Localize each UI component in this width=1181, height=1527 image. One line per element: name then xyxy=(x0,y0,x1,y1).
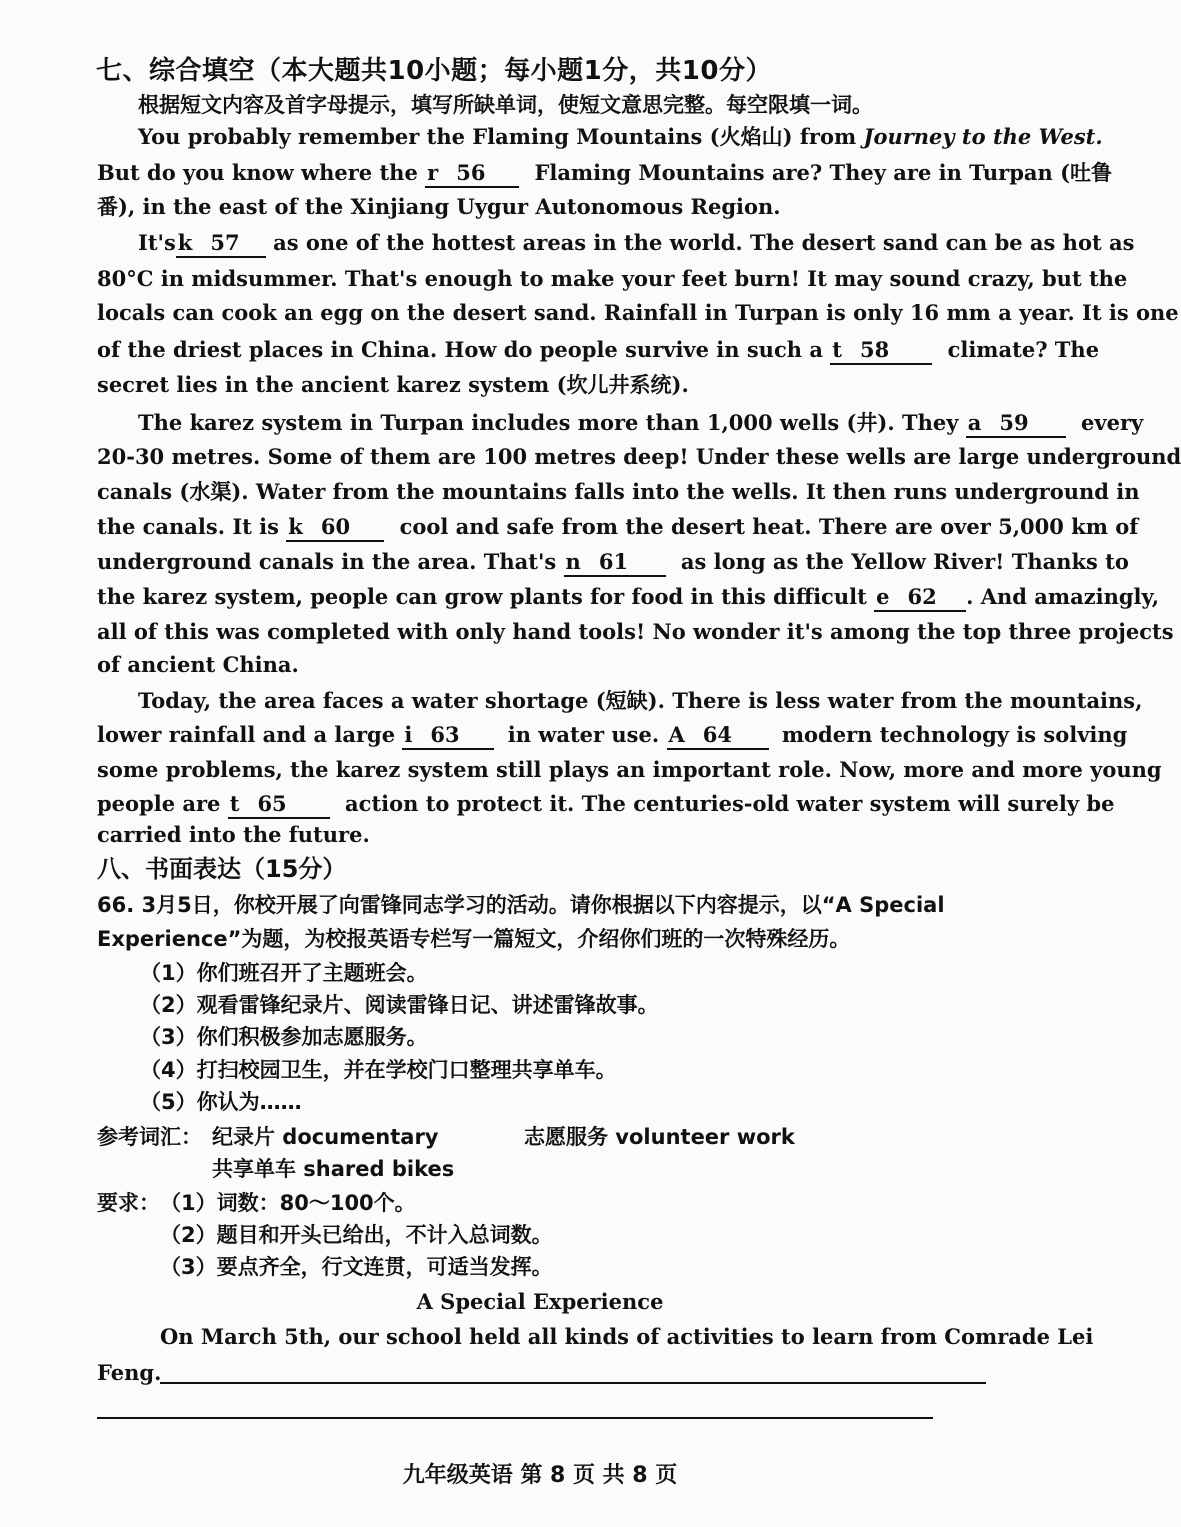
blank-62[interactable]: e 62 xyxy=(874,584,966,612)
p3-line8: of ancient China. xyxy=(97,652,299,677)
point-5: （5）你认为…… xyxy=(140,1090,302,1114)
p3-line6: the karez system, people can grow plants for food in this difficult e 62 . And amazingly, xyxy=(97,580,987,614)
section7-title: 七、综合填空（本大题共10小题；每小题1分，共10分） xyxy=(96,56,772,86)
p3-line4: the canals. It is k 60 cool and safe from the desert heat. There are over 5,000 km of xyxy=(97,510,987,544)
p2-line4: of the driest places in China. How do people survive in such a t 58 climate? The xyxy=(97,333,987,367)
p4-line3: some problems, the karez system still plays an important role. Now, more and more young xyxy=(97,757,1162,782)
vocab-label: 参考词汇： xyxy=(97,1125,202,1149)
requirements-label: 要求： xyxy=(97,1191,160,1215)
p1-line3: 番), in the east of the Xinjiang Uygur Autonomous Region. xyxy=(97,194,781,219)
p1-line1: You probably remember the Flaming Mountains (火焰山) from Journey to the West. xyxy=(138,124,1103,149)
p3-line5: underground canals in the area. That's n 61 as long as the Yellow River! Thanks to xyxy=(97,545,987,579)
p2-line3: locals can cook an egg on the desert sand. Rainfall in Turpan is only 16 mm a year. It is one xyxy=(97,300,1179,325)
p4-line1: Today, the area faces a water shortage (短缺). There is less water from the mountains, xyxy=(138,688,1143,713)
p3-line2: 20-30 metres. Some of them are 100 metres deep! Under these wells are large underground xyxy=(97,444,1181,469)
book-title: Journey to the West. xyxy=(863,124,1103,149)
point-1: （1）你们班召开了主题班会。 xyxy=(140,961,428,985)
requirement-2: （2）题目和开头已给出，不计入总词数。 xyxy=(160,1223,553,1247)
blank-61[interactable]: n 61 xyxy=(564,549,666,577)
essay-title: A Special Experience xyxy=(416,1289,664,1314)
requirement-1: （1）词数：80～100个。 xyxy=(160,1191,416,1215)
blank-63[interactable]: i 63 xyxy=(402,722,494,750)
point-3: （3）你们积极参加志愿服务。 xyxy=(140,1025,428,1049)
blank-65[interactable]: t 65 xyxy=(228,791,330,819)
p1-line2: But do you know where the r 56 Flaming Mountains are? They are in Turpan (吐鲁 xyxy=(97,156,987,190)
p4-line2: lower rainfall and a large i 63 in water use. A 64 modern technology is solving xyxy=(97,718,987,752)
blank-57[interactable]: k 57 xyxy=(176,230,266,258)
writing-line-2[interactable] xyxy=(97,1417,933,1419)
section8-title: 八、书面表达（15分） xyxy=(97,855,347,883)
p4-line5: carried into the future. xyxy=(97,822,370,847)
p3-line3: canals (水渠). Water from the mountains falls into the wells. It then runs underground in xyxy=(97,479,1140,504)
blank-59[interactable]: a 59 xyxy=(966,410,1066,438)
page-footer: 九年级英语 第 8 页 共 8 页 xyxy=(402,1463,678,1488)
p4-line4: people are t 65 action to protect it. The centuries-old water system will surely be xyxy=(97,787,987,821)
blank-64[interactable]: A 64 xyxy=(667,722,769,750)
blank-60[interactable]: k 60 xyxy=(286,514,384,542)
q66-line1: 66. 3月5日，你校开展了向雷锋同志学习的活动。请你根据以下内容提示，以“A Special xyxy=(97,893,945,917)
point-2: （2）观看雷锋纪录片、阅读雷锋日记、讲述雷锋故事。 xyxy=(140,993,659,1017)
vocab-volunteer: 志愿服务 volunteer work xyxy=(524,1125,795,1149)
p2-line1: It'sk 57 as one of the hottest areas in the world. The desert sand can be as hot as xyxy=(138,226,988,260)
p2-line5: secret lies in the ancient karez system (坎儿井系统). xyxy=(97,372,689,397)
p3-line7: all of this was completed with only hand tools! No wonder it's among the top three projects xyxy=(97,619,1174,644)
q66-line2: Experience”为题，为校报英语专栏写一篇短文，介绍你们班的一次特殊经历。 xyxy=(97,927,851,951)
section7-instruction: 根据短文内容及首字母提示，填写所缺单词，使短文意思完整。每空限填一词。 xyxy=(138,93,873,117)
blank-56[interactable]: r 56 xyxy=(425,160,519,188)
vocab-bikes: 共享单车 shared bikes xyxy=(212,1157,455,1181)
vocab-documentary: 纪录片 documentary xyxy=(212,1125,439,1149)
point-4: （4）打扫校园卫生，并在学校门口整理共享单车。 xyxy=(140,1058,617,1082)
writing-line-1[interactable] xyxy=(160,1382,986,1384)
requirement-3: （3）要点齐全，行文连贯，可适当发挥。 xyxy=(160,1255,553,1279)
p3-line1: The karez system in Turpan includes more than 1,000 wells (井). They a 59 every xyxy=(138,406,988,440)
blank-58[interactable]: t 58 xyxy=(830,337,932,365)
p2-line2: 80°C in midsummer. That's enough to make your feet burn! It may sound crazy, but the xyxy=(97,266,1128,291)
essay-line2: Feng. xyxy=(97,1360,162,1385)
essay-line1: On March 5th, our school held all kinds of activities to learn from Comrade Lei xyxy=(160,1324,1094,1349)
